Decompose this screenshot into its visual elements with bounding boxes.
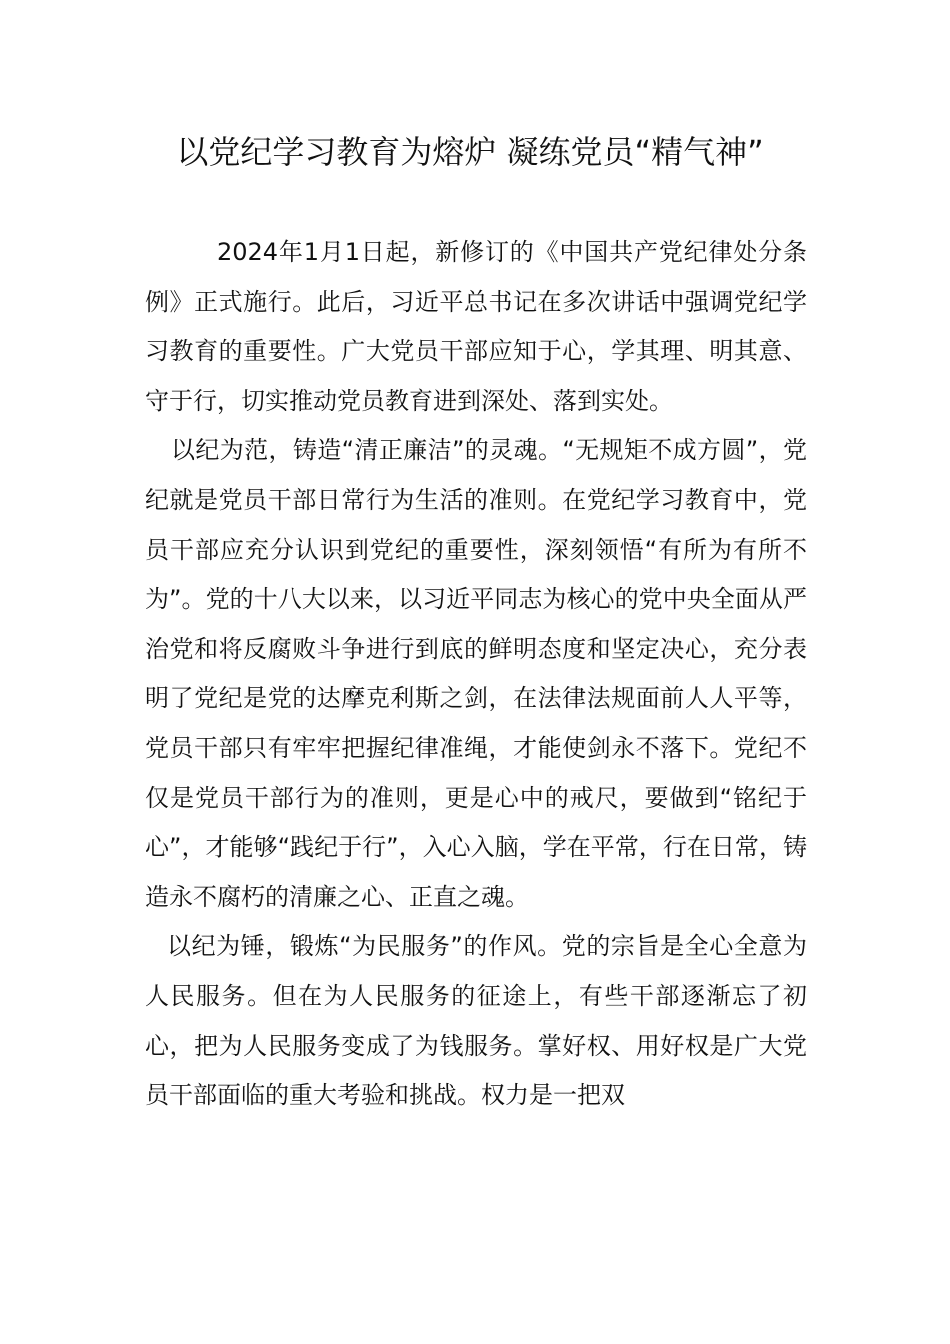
document-title: 以党纪学习教育为熔炉 凝练党员“精气神” [176,133,764,171]
paragraph-1: 2024年1月1日起，新修订的《中国共产党纪律处分条例》正式施行。此后，习近平总书记在多次讲话中强调党纪学习教育的重要性。广大党员干部应知于心，学其理、明其意、守于行，切实推动党员教育进到深处、落到实处。 [145,238,807,415]
paragraph-2: 以纪为范，铸造“清正廉洁”的灵魂。“无规矩不成方圆”，党纪就是党员干部日常行为生活的准则。在党纪学习教育中，党员干部应充分认识到党纪的重要性，深刻领悟“有所为有所不为”。党的十八大以来，以习近平同志为核心的党中央全面从严治党和将反腐败斗争进行到底的鲜明态度和坚定决心，充分表明了党纪是党的达摩克利斯之剑，在法律法规面前人人平等，党员干部只有牢牢把握纪律准绳，才能使剑永不落下。党纪不仅是党员干部行为的准则，更是心中的戒尺，要做到“铭纪于心”，才能够“践纪于行”，入心入脑，学在平常，行在日常，铸造永不腐朽的清廉之心、正直之魂。 [145,436,807,911]
paragraph-3: 以纪为锤，锻炼“为民服务”的作风。党的宗旨是全心全意为人民服务。但在为人民服务的征途上，有些干部逐渐忘了初心，把为人民服务变成了为钱服务。掌好权、用好权是广大党员干部面临的重大考验和挑战。权力是一把双 [145,932,807,1110]
document-body [145,228,807,1121]
